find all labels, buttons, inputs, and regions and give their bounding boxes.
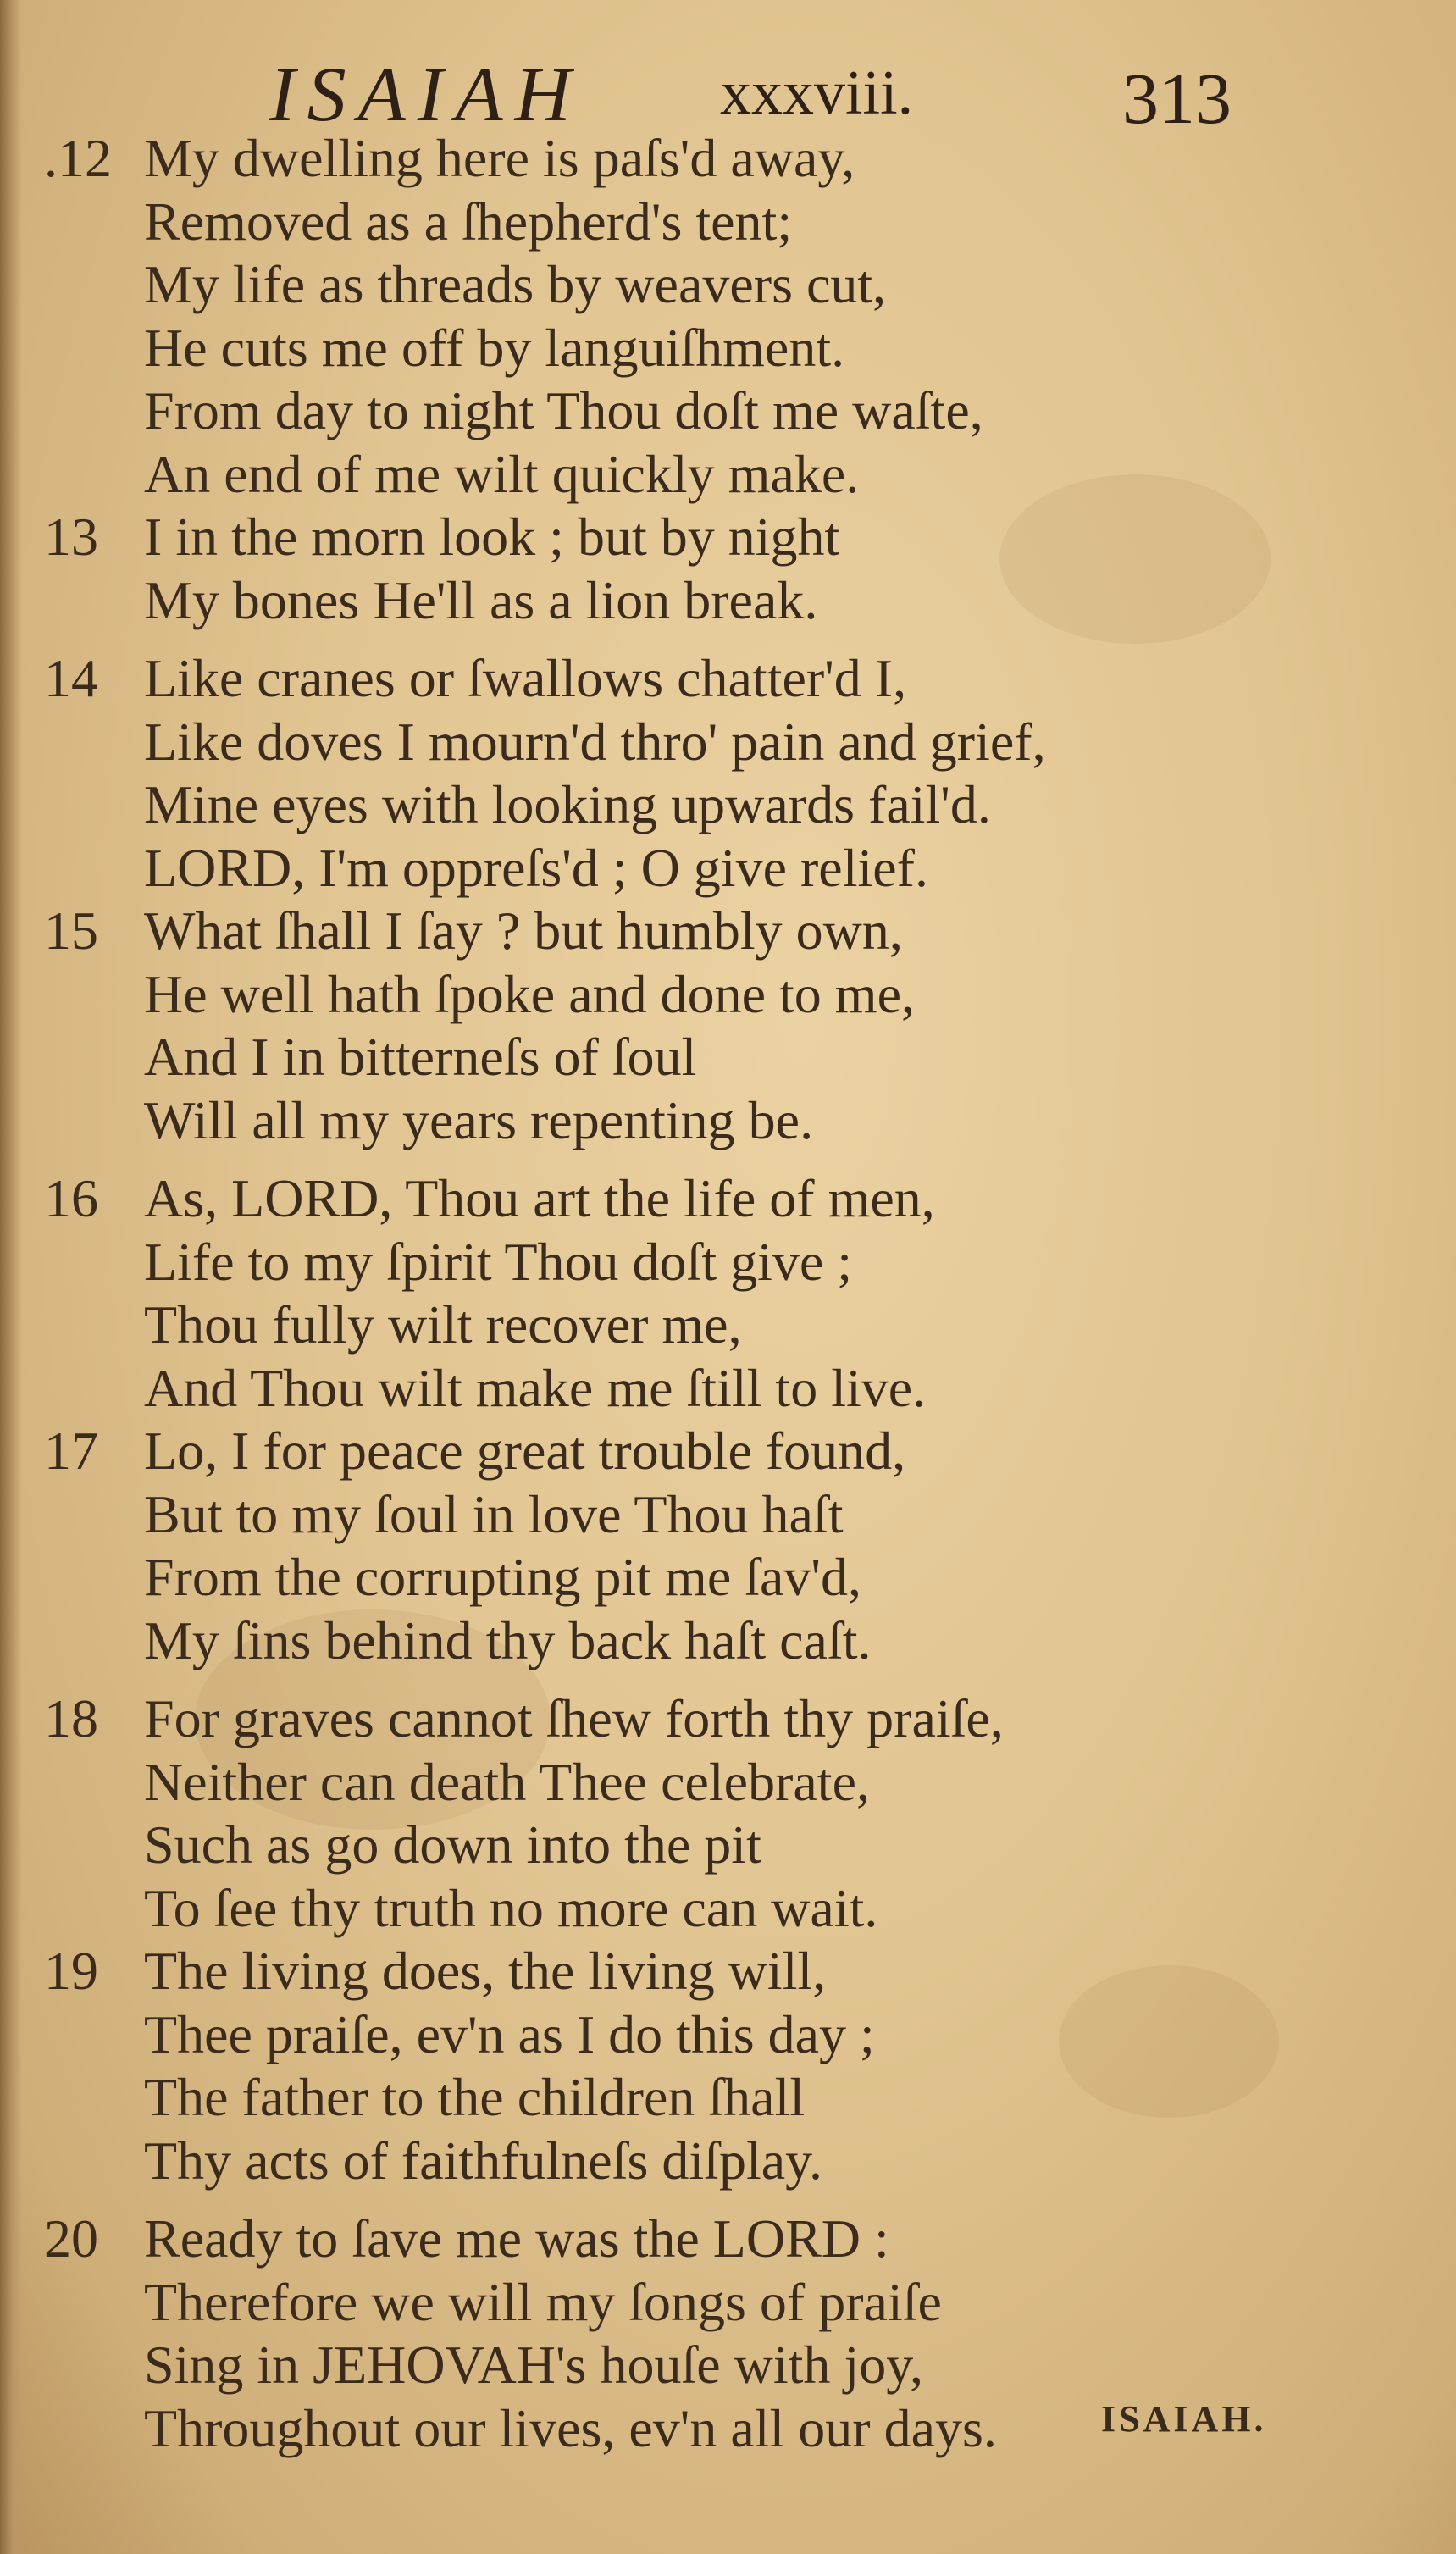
verse-line: He cuts me off by languiſhment. <box>144 317 845 378</box>
verse-line: What ſhall I ſay ? but humbly own, <box>144 900 903 961</box>
verse-line: From the corrupting pit me ſav'd, <box>144 1547 861 1607</box>
verse-line: And Thou wilt make me ſtill to live. <box>144 1357 927 1418</box>
verse-line: Therefore we will my ſongs of praiſe <box>144 2271 942 2332</box>
verse-line: Thou fully wilt recover me, <box>144 1294 742 1355</box>
verse-number: 13 <box>44 507 98 567</box>
verse-line: Like doves I mourn'd thro' pain and grief, <box>144 711 1046 772</box>
verse-line: From day to night Thou doſt me waſte, <box>144 380 983 440</box>
verse-line: Will all my years repenting be. <box>144 1089 814 1150</box>
verse <box>0 1420 1456 1672</box>
verse-line: Lo, I for peace great trouble found, <box>144 1421 906 1481</box>
verse-line: Life to my ſpirit Thou doſt give ; <box>144 1231 853 1292</box>
verse-line: He well hath ſpoke and done to me, <box>144 963 915 1024</box>
page-header <box>0 41 1456 139</box>
verse-number: 18 <box>44 1688 98 1748</box>
verse <box>0 1687 1456 1940</box>
verse-line: My dwelling here is paſs'd away, <box>144 128 855 188</box>
verse-line: Ready to ſave me was the LORD : <box>144 2208 889 2269</box>
page-number: 313 <box>1122 58 1232 139</box>
verse-line: An end of me wilt quickly make. <box>144 443 860 504</box>
verse <box>0 647 1456 900</box>
verse <box>0 1940 1456 2192</box>
verse-line: To ſee thy truth no more can wait. <box>144 1877 878 1938</box>
verse-line: Mine eyes with looking upwards fail'd. <box>144 774 991 834</box>
verse-number: 20 <box>44 2208 98 2269</box>
verse-line: Neither can death Thee celebrate, <box>144 1751 870 1812</box>
verse-line: Like cranes or ſwallows chatter'd I, <box>144 648 907 708</box>
verse-line: As, LORD, Thou art the life of men, <box>144 1168 935 1228</box>
verse-line: Removed as a ſhepherd's tent; <box>144 191 793 252</box>
verse-line: Throughout our lives, ev'n all our days. <box>144 2397 997 2458</box>
verse <box>0 506 1456 632</box>
verse-line: Sing in JEHOVAH's houſe with joy, <box>144 2335 924 2395</box>
verse-line: Thee praiſe, ev'n as I do this day ; <box>144 2003 875 2064</box>
verse <box>0 1167 1456 1420</box>
verse-line: But to my ſoul in love Thou haſt <box>144 1483 844 1544</box>
verse <box>0 127 1456 506</box>
verse-line: My ſins behind thy back haſt caſt. <box>144 1609 872 1670</box>
verse-line: My life as threads by weavers cut, <box>144 254 887 314</box>
verse-line: Such as go down into the pit <box>144 1814 761 1875</box>
verse-number: 14 <box>44 648 98 708</box>
verse-number: 16 <box>44 1168 98 1228</box>
psalm-text <box>0 127 1456 2460</box>
verse-line: LORD, I'm oppreſs'd ; O give relief. <box>144 837 928 898</box>
verse-number: 19 <box>44 1941 98 2001</box>
verse-line: My bones He'll as a lion break. <box>144 569 818 630</box>
verse-number: 17 <box>44 1421 98 1481</box>
verse-line: Thy acts of faithfulneſs diſplay. <box>144 2130 822 2191</box>
verse-line: The living does, the living will, <box>144 1941 827 2001</box>
verse-number: .12 <box>44 128 112 188</box>
verse-line: I in the morn look ; but by night <box>144 507 840 567</box>
verse-line: And I in bitterneſs of ſoul <box>144 1027 697 1087</box>
chapter-number: xxxviii. <box>720 58 914 128</box>
running-head: ISAIAH <box>269 51 584 137</box>
verse <box>0 900 1456 1152</box>
verse-line: The father to the children ſhall <box>144 2067 806 2127</box>
verse-line: For graves cannot ſhew forth thy praiſe, <box>144 1688 1004 1748</box>
verse-number: 15 <box>44 900 98 961</box>
catchword: ISAIAH. <box>1101 2398 1267 2440</box>
